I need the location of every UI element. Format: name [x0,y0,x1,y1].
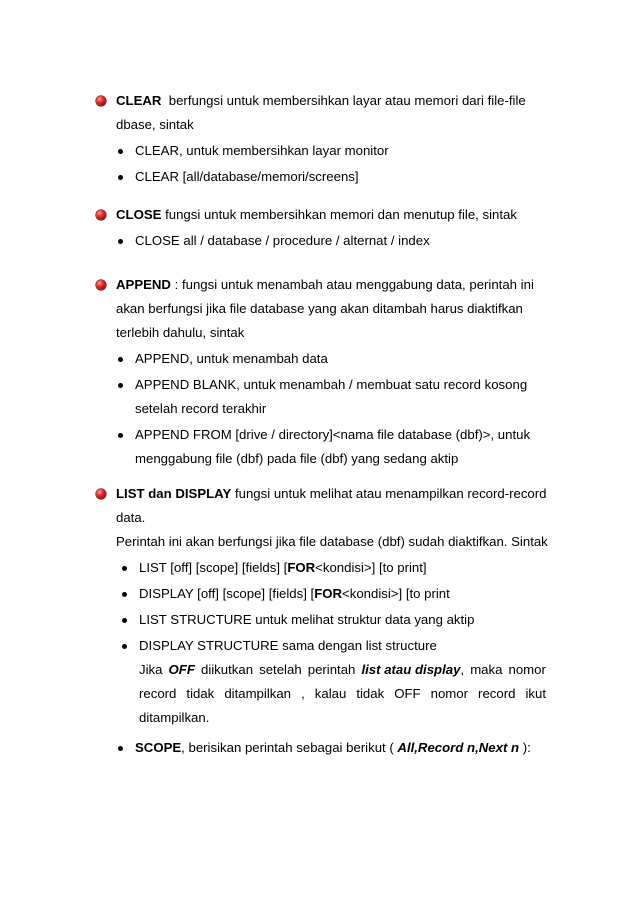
list-item-3: LIST STRUCTURE untuk melihat struktur data yang aktip [139,612,475,627]
section-clear [96,89,546,189]
list-item [96,165,546,189]
term-clear: CLEAR [116,93,162,108]
section-close [96,203,546,253]
term-append: APPEND [116,277,171,292]
bullet-dot-icon [122,566,127,571]
append-item-2-line-2: setelah record terakhir [135,401,267,416]
append-item-3-line-2: menggabung file (dbf) pada file (dbf) yang sedang aktip [135,451,459,466]
clear-description: berfungsi untuk membersihkan layar atau memori dari file-file [161,93,526,108]
bullet-dot-icon [118,383,123,388]
bullet-dot-icon [122,592,127,597]
keyword-for: FOR [314,586,343,601]
append-continuation-1: akan berfungsi jika file database yang akan ditambah harus diaktifkan [116,301,523,316]
list-description: fungsi untuk melihat atau menampilkan record-record [231,486,547,501]
list-item [96,139,546,163]
append-continuation-2: terlebih dahulu, sintak [116,325,245,340]
close-description: fungsi untuk membersihkan memori dan menutup file, sintak [161,207,517,222]
off-note-line-1: Jika OFF diikutkan setelah perintah list atau display, maka nomor [139,662,546,677]
scope-options: All,Record n,Next n [397,740,520,755]
list-item [96,582,546,606]
bullet-dot-icon [118,239,123,244]
scope-end: ): [519,740,531,755]
off-note-line-3: ditampilkan. [139,710,210,725]
off-note-line-2: record tidak ditampilkan , kalau tidak OFF nomor record ikut [139,686,546,701]
keyword-for: FOR [287,560,316,575]
term-scope: SCOPE [135,740,182,755]
append-item-3-line-1: APPEND FROM [drive / directory]<nama file database (dbf)>, untuk [135,427,531,442]
bullet-dot-icon [122,644,127,649]
section-list-display [96,482,546,730]
red-bullet-icon [96,489,106,499]
term-close: CLOSE [116,207,162,222]
bullet-dot-icon [118,746,123,751]
list-continuation-2: Perintah ini akan berfungsi jika file database (dbf) sudah diaktifkan. Sintak [116,534,548,549]
list-item [96,229,546,253]
red-bullet-icon [96,210,106,220]
bullet-dot-icon [118,433,123,438]
append-description: : fungsi untuk menambah atau menggabung data, perintah ini [170,277,534,292]
bullet-dot-icon [122,618,127,623]
section-append [96,273,546,471]
list-item-2-pre: DISPLAY [off] [scope] [fields] [ [139,586,315,601]
close-item-1: CLOSE all / database / procedure / alternat / index [135,233,430,248]
clear-continuation: dbase, sintak [116,117,194,132]
list-continuation-1: data. [116,510,146,525]
list-item-1-post: <kondisi>] [to print] [315,560,427,575]
bullet-dot-icon [118,175,123,180]
list-item [96,556,546,580]
red-bullet-icon [96,280,106,290]
append-item-2-line-1: APPEND BLANK, untuk menambah / membuat satu record kosong [135,377,528,392]
list-item-2-post: <kondisi>] [to print [342,586,450,601]
term-list-display: LIST dan DISPLAY [116,486,232,501]
list-item [96,736,546,760]
list-item-1-pre: LIST [off] [scope] [fields] [ [139,560,288,575]
list-item-4: DISPLAY STRUCTURE sama dengan list structure [139,638,437,653]
list-item [96,373,546,421]
list-item [96,347,546,371]
list-item [96,608,546,632]
section-scope [96,736,546,760]
scope-description: , berisikan perintah sebagai berikut ( [181,740,398,755]
clear-item-2: CLEAR [all/database/memori/screens] [135,169,359,184]
list-item [96,423,546,471]
red-bullet-icon [96,96,106,106]
list-item [96,634,546,730]
clear-item-1: CLEAR, untuk membersihkan layar monitor [135,143,389,158]
bullet-dot-icon [118,149,123,154]
bullet-dot-icon [118,357,123,362]
append-item-1: APPEND, untuk menambah data [135,351,328,366]
